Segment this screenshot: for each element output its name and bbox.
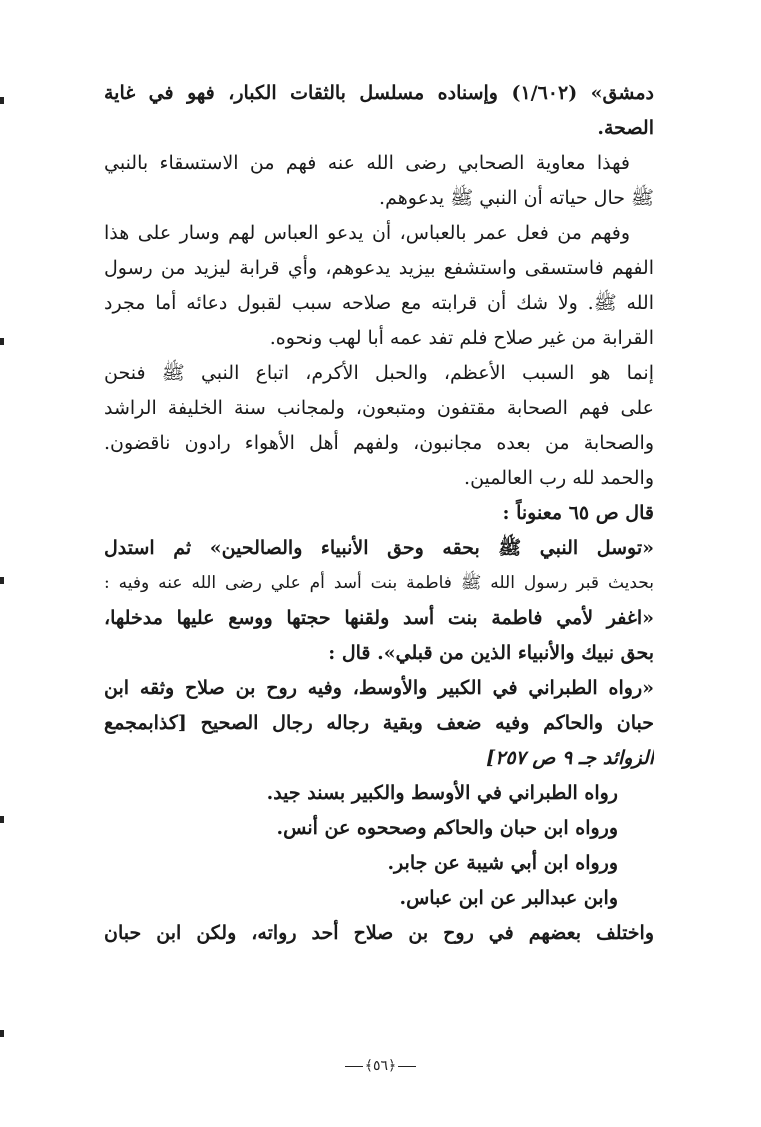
body-text: [104, 76, 654, 951]
page-number-dash: [345, 1066, 363, 1067]
text-line: رواه الطبراني في الأوسط والكبير بسند جيد.: [266, 782, 618, 804]
margin-mark: [0, 338, 4, 345]
text-line: القرابة من غير صلاح فلم تفد عمه أبا لهب ونحوه.: [269, 327, 654, 349]
text-line: «رواه الطبراني في الكبير والأوسط، وفيه روح بن صلاح وثقه ابن: [104, 677, 654, 699]
text-line: والحمد لله رب العالمين.: [464, 467, 654, 489]
text-line: فهذا معاوية الصحابي رضى الله عنه فهم من الاستسقاء بالنبي: [104, 152, 630, 174]
text-line: والصحابة من بعده مجانبون، ولفهم أهل الأهواء رادون ناقضون.: [104, 432, 654, 454]
text-line: بحق نبيك والأنبياء الذين من قبلي». قال :: [328, 642, 654, 664]
text-line: واختلف بعضهم في روح بن صلاح أحد رواته، ولكن ابن حبان: [104, 922, 654, 944]
text-line: وابن عبدالبر عن ابن عباس.: [399, 887, 618, 909]
page-number-value: ٥٦: [372, 1058, 389, 1074]
text-line: على فهم الصحابة مقتفون ومتبعون، ولمجانب سنة الخليفة الراشد: [104, 397, 654, 419]
text-line: الصحة.: [597, 117, 654, 139]
text-line: الزوائد جـ ٩ ص ٢٥٧]: [486, 747, 654, 769]
text-line: إنما هو السبب الأعظم، والحبل الأكرم، اتباع النبي ﷺ فنحن: [104, 362, 654, 384]
margin-mark: [0, 816, 4, 823]
page-number: ﴿٥٦﴾: [0, 1058, 761, 1074]
margin-mark: [0, 97, 4, 104]
text-line: ورواه ابن حبان والحاكم وصححوه عن أنس.: [276, 817, 618, 839]
page-number-dash: [398, 1066, 416, 1067]
text-line: ورواه ابن أبي شيبة عن جابر.: [387, 852, 618, 874]
section-heading: قال ص ٦٥ معنوناً :: [502, 502, 654, 524]
text-line: بحديث قبر رسول الله ﷺ فاطمة بنت أسد أم علي رضى الله عنه وفيه :: [104, 573, 654, 593]
text-line: وفهم من فعل عمر بالعباس، أن يدعو العباس لهم وسار على هذا: [104, 222, 630, 244]
text-line: دمشق» (١/٦٠٢) وإسناده مسلسل بالثقات الكبار، فهو في غاية: [104, 82, 654, 104]
text-line: حبان والحاكم وفيه ضعف وبقية رجاله رجال الصحيح [كذابمجمع: [104, 712, 654, 734]
text-line: الله ﷺ. ولا شك أن قرابته مع صلاحه سبب لقبول دعائه أما مجرد: [104, 292, 654, 314]
margin-mark: [0, 1030, 4, 1037]
margin-mark: [0, 577, 4, 584]
text-line: الفهم فاستسقى واستشفع بيزيد يدعوهم، وأي قرابة ليزيد من رسول: [104, 257, 654, 279]
text-line: «توسل النبي ﷺ بحقه وحق الأنبياء والصالحين» ثم استدل: [104, 537, 654, 559]
text-line: ﷺ حال حياته أن النبي ﷺ يدعوهم.: [379, 187, 654, 209]
text-line: «اغفر لأمي فاطمة بنت أسد ولقنها حجتها ووسع عليها مدخلها،: [104, 607, 654, 629]
